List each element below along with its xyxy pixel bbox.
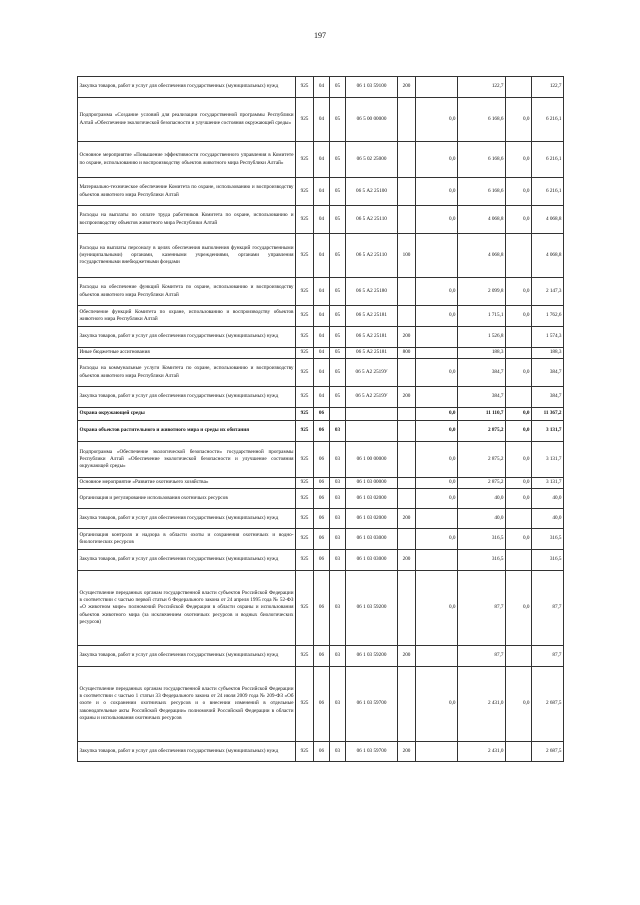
expense-type-code	[398, 306, 416, 327]
target-article-code	[346, 421, 398, 442]
section-code: 04	[314, 359, 330, 387]
value-4: 384,7	[532, 359, 564, 387]
value-2: 87,7	[458, 646, 506, 667]
value-3: 0,0	[506, 442, 532, 478]
table-row	[78, 421, 564, 442]
row-name: Материально-техническое обеспечение Комитета по охране, использованию и воспроизводству объектов животного мира Республики Алтай	[78, 178, 296, 206]
value-1: 0,0	[416, 529, 458, 550]
value-3: 0,0	[506, 667, 532, 742]
subsection-code	[330, 408, 346, 421]
subsection-code: 05	[330, 348, 346, 359]
value-1	[416, 234, 458, 278]
value-4: 2 687,5	[532, 742, 564, 762]
section-code: 04	[314, 234, 330, 278]
value-3: 0,0	[506, 206, 532, 234]
value-1	[416, 742, 458, 762]
section-code: 06	[314, 571, 330, 646]
section-code: 04	[314, 178, 330, 206]
expense-type-code: 200	[398, 646, 416, 667]
row-name: Основное мероприятие «Повышение эффективности государственного управления в Комитете по охране, использованию и воспроизводству объектов животного мира Республики Алтай»	[78, 142, 296, 178]
value-2: 11 110,7	[458, 408, 506, 421]
table-row	[78, 667, 564, 742]
target-article-code: 06 5 02 25000	[346, 142, 398, 178]
section-code: 06	[314, 667, 330, 742]
ministry-code: 925	[296, 550, 314, 571]
value-1: 0,0	[416, 421, 458, 442]
table-row	[78, 509, 564, 529]
value-3: 0,0	[506, 421, 532, 442]
value-2: 6 168,6	[458, 98, 506, 142]
table-row	[78, 571, 564, 646]
subsection-code: 05	[330, 278, 346, 306]
target-article-code: 06 5 А2 25181	[346, 348, 398, 359]
target-article-code: 06 1 03 59700	[346, 667, 398, 742]
expense-type-code: 800	[398, 348, 416, 359]
value-4: 1 762,6	[532, 306, 564, 327]
table-row	[78, 234, 564, 278]
value-4: 87,7	[532, 646, 564, 667]
value-4: 2 147,3	[532, 278, 564, 306]
target-article-code	[346, 408, 398, 421]
section-code: 06	[314, 442, 330, 478]
section-code: 04	[314, 387, 330, 408]
value-2: 87,7	[458, 571, 506, 646]
row-name: Организация и регулирование использования охотничьих ресурсов	[78, 489, 296, 509]
value-1: 0,0	[416, 571, 458, 646]
ministry-code: 925	[296, 529, 314, 550]
value-2: 2 875,2	[458, 442, 506, 478]
value-3: 0,0	[506, 278, 532, 306]
value-1: 0,0	[416, 478, 458, 489]
row-name: Осуществление переданных органам государственной власти субъектов Российской Федерации в соответствии с частью 1 статьи 33 Федерального закона от 24 июля 2009 года № 209-ФЗ «Об охоте и о сохранении охотничьих ресурсов и о внесении изменений в отдельные законодательные акты Российской Федерации» полномочий Российской Федерации в области охраны и использования охотничьих ресурсов	[78, 667, 296, 742]
value-1: 0,0	[416, 178, 458, 206]
value-3: 0,0	[506, 359, 532, 387]
value-4: 2 687,5	[532, 667, 564, 742]
row-name: Обеспечение функций Комитета по охране, использованию и воспроизводству объектов животного мира Республики Алтай	[78, 306, 296, 327]
section-code: 06	[314, 550, 330, 571]
expense-type-code	[398, 142, 416, 178]
subsection-code: 03	[330, 421, 346, 442]
ministry-code: 925	[296, 306, 314, 327]
subsection-code: 05	[330, 98, 346, 142]
row-name: Иные бюджетные ассигнования	[78, 348, 296, 359]
section-code: 06	[314, 478, 330, 489]
row-name: Закупка товаров, работ и услуг для обеспечения государственных (муниципальных) нужд	[78, 646, 296, 667]
value-2: 2 431,0	[458, 667, 506, 742]
value-1	[416, 327, 458, 348]
subsection-code: 05	[330, 234, 346, 278]
table-row	[78, 142, 564, 178]
ministry-code: 925	[296, 478, 314, 489]
section-code: 04	[314, 77, 330, 98]
table-row	[78, 327, 564, 348]
value-3: 0,0	[506, 142, 532, 178]
table-row	[78, 742, 564, 762]
table-row	[78, 646, 564, 667]
value-4: 3 131,7	[532, 421, 564, 442]
table-row	[78, 489, 564, 509]
row-name: Закупка товаров, работ и услуг для обеспечения государственных (муниципальных) нужд	[78, 550, 296, 571]
value-2: 384,7	[458, 387, 506, 408]
subsection-code: 05	[330, 327, 346, 348]
value-1: 0,0	[416, 359, 458, 387]
ministry-code: 925	[296, 509, 314, 529]
value-4: 316,5	[532, 529, 564, 550]
subsection-code: 03	[330, 509, 346, 529]
ministry-code: 925	[296, 646, 314, 667]
target-article-code: 06 1 03 02000	[346, 509, 398, 529]
target-article-code: 06 1 03 02000	[346, 489, 398, 509]
expense-type-code	[398, 478, 416, 489]
subsection-code: 03	[330, 442, 346, 478]
value-2: 6 168,6	[458, 178, 506, 206]
ministry-code: 925	[296, 234, 314, 278]
subsection-code: 05	[330, 178, 346, 206]
table-row	[78, 478, 564, 489]
value-4: 6 216,1	[532, 142, 564, 178]
ministry-code: 925	[296, 178, 314, 206]
value-1	[416, 550, 458, 571]
expense-type-code	[398, 359, 416, 387]
row-name: Расходы на коммунальные услуги Комитета по охране, использованию и воспроизводству объектов животного мира Республики Алтай	[78, 359, 296, 387]
value-2: 40,0	[458, 489, 506, 509]
ministry-code: 925	[296, 742, 314, 762]
row-name: Закупка товаров, работ и услуг для обеспечения государственных (муниципальных) нужд	[78, 387, 296, 408]
expense-type-code	[398, 98, 416, 142]
section-code: 06	[314, 529, 330, 550]
row-name: Подпрограмма «Создание условий для реализации государственной программы Республики Алтай «Обеспечение экологической безопасности и улучшение состояния окружающей среды»	[78, 98, 296, 142]
table-row	[78, 306, 564, 327]
value-2: 384,7	[458, 359, 506, 387]
table-row	[78, 529, 564, 550]
value-4: 316,5	[532, 550, 564, 571]
target-article-code: 06 5 А2 25180	[346, 278, 398, 306]
expense-type-code	[398, 529, 416, 550]
target-article-code: 06 1 03 00000	[346, 478, 398, 489]
value-3: 0,0	[506, 408, 532, 421]
row-name: Подпрограмма «Обеспечение экологической безопасности» государственной программы Республики Алтай «Обеспечение экологической безопасности и улучшение состояния окружающей среды»	[78, 442, 296, 478]
value-4: 40,0	[532, 489, 564, 509]
value-1: 0,0	[416, 408, 458, 421]
subsection-code: 03	[330, 489, 346, 509]
value-3	[506, 348, 532, 359]
value-4: 1 574,3	[532, 327, 564, 348]
row-name: Расходы на выплаты по оплате труда работников Комитета по охране, использованию и воспроизводству объектов животного мира Республики Алтай	[78, 206, 296, 234]
value-3	[506, 509, 532, 529]
value-2: 2 875,2	[458, 478, 506, 489]
table-row	[78, 278, 564, 306]
table-row	[78, 387, 564, 408]
value-3	[506, 234, 532, 278]
expense-type-code	[398, 421, 416, 442]
section-code: 04	[314, 206, 330, 234]
value-1	[416, 77, 458, 98]
table-row	[78, 442, 564, 478]
value-4: 6 216,1	[532, 178, 564, 206]
value-3: 0,0	[506, 529, 532, 550]
section-code: 04	[314, 348, 330, 359]
value-3	[506, 387, 532, 408]
value-3	[506, 742, 532, 762]
row-name: Закупка товаров, работ и услуг для обеспечения государственных (муниципальных) нужд	[78, 742, 296, 762]
value-1	[416, 348, 458, 359]
expense-type-code: 200	[398, 327, 416, 348]
ministry-code: 925	[296, 359, 314, 387]
subsection-code: 03	[330, 529, 346, 550]
table-row	[78, 408, 564, 421]
table-row	[78, 178, 564, 206]
row-name: Расходы на выплаты персоналу в целях обеспечения выполнения функций государственными (муниципальными) органами, казенными учреждениями, органами управления государственными внебюджетными фондами	[78, 234, 296, 278]
value-3	[506, 77, 532, 98]
target-article-code: 06 1 00 00000	[346, 442, 398, 478]
section-code: 06	[314, 421, 330, 442]
subsection-code: 05	[330, 359, 346, 387]
target-article-code: 06 5 А2 25181	[346, 306, 398, 327]
row-name: Охрана объектов растительного и животного мира и среды их обитания	[78, 421, 296, 442]
expense-type-code	[398, 278, 416, 306]
value-1: 0,0	[416, 667, 458, 742]
expense-type-code	[398, 408, 416, 421]
value-1: 0,0	[416, 442, 458, 478]
target-article-code: 06 1 03 59700	[346, 742, 398, 762]
subsection-code: 05	[330, 387, 346, 408]
value-3: 0,0	[506, 478, 532, 489]
value-2: 122,7	[458, 77, 506, 98]
ministry-code: 925	[296, 442, 314, 478]
value-2: 316,5	[458, 529, 506, 550]
subsection-code: 05	[330, 142, 346, 178]
target-article-code: 06 1 03 03000	[346, 550, 398, 571]
ministry-code: 925	[296, 421, 314, 442]
value-1: 0,0	[416, 489, 458, 509]
subsection-code: 03	[330, 742, 346, 762]
section-code: 06	[314, 509, 330, 529]
expense-type-code: 200	[398, 509, 416, 529]
value-4: 188,3	[532, 348, 564, 359]
row-name: Закупка товаров, работ и услуг для обеспечения государственных (муниципальных) нужд	[78, 77, 296, 98]
expense-type-code	[398, 178, 416, 206]
row-name: Охрана окружающей среды	[78, 408, 296, 421]
ministry-code: 925	[296, 571, 314, 646]
value-3: 0,0	[506, 489, 532, 509]
expense-type-code	[398, 442, 416, 478]
value-2: 2 431,0	[458, 742, 506, 762]
value-1: 0,0	[416, 98, 458, 142]
expense-type-code: 100	[398, 234, 416, 278]
value-2: 40,0	[458, 509, 506, 529]
subsection-code: 05	[330, 306, 346, 327]
ministry-code: 925	[296, 489, 314, 509]
subsection-code: 03	[330, 550, 346, 571]
ministry-code: 925	[296, 142, 314, 178]
value-4: 40,0	[532, 509, 564, 529]
target-article-code: 06 1 03 59200	[346, 571, 398, 646]
subsection-code: 03	[330, 478, 346, 489]
page-number: 197	[314, 31, 326, 40]
value-2: 6 168,6	[458, 142, 506, 178]
target-article-code: 06 5 А2 25100	[346, 178, 398, 206]
section-code: 06	[314, 646, 330, 667]
value-2: 1 715,1	[458, 306, 506, 327]
expense-type-code: 200	[398, 77, 416, 98]
value-2: 2 875,2	[458, 421, 506, 442]
ministry-code: 925	[296, 278, 314, 306]
ministry-code: 925	[296, 327, 314, 348]
value-3	[506, 327, 532, 348]
table-row	[78, 348, 564, 359]
ministry-code: 925	[296, 206, 314, 234]
target-article-code: 06 1 03 03000	[346, 529, 398, 550]
ministry-code: 925	[296, 98, 314, 142]
section-code: 06	[314, 408, 330, 421]
subsection-code: 03	[330, 667, 346, 742]
section-code: 04	[314, 278, 330, 306]
value-3: 0,0	[506, 571, 532, 646]
value-3: 0,0	[506, 178, 532, 206]
expense-type-code: 200	[398, 387, 416, 408]
value-1	[416, 387, 458, 408]
section-code: 04	[314, 98, 330, 142]
target-article-code: 06 5 А2 25110	[346, 206, 398, 234]
target-article-code: 06 5 А2 2519У	[346, 359, 398, 387]
row-name: Основное мероприятие «Развитие охотничьего хозяйства»	[78, 478, 296, 489]
row-name: Закупка товаров, работ и услуг для обеспечения государственных (муниципальных) нужд	[78, 509, 296, 529]
table-row	[78, 550, 564, 571]
section-code: 06	[314, 742, 330, 762]
value-1	[416, 509, 458, 529]
value-4: 4 068,8	[532, 234, 564, 278]
value-4: 122,7	[532, 77, 564, 98]
expense-type-code: 200	[398, 742, 416, 762]
table-row	[78, 359, 564, 387]
ministry-code: 925	[296, 348, 314, 359]
subsection-code: 03	[330, 646, 346, 667]
row-name: Организация контроля и надзора в области охоты и сохранения охотничьих и водно-биологических ресурсов	[78, 529, 296, 550]
value-2: 188,3	[458, 348, 506, 359]
value-2: 4 068,8	[458, 234, 506, 278]
value-2: 4 068,8	[458, 206, 506, 234]
ministry-code: 925	[296, 667, 314, 742]
target-article-code: 06 5 А2 25110	[346, 234, 398, 278]
section-code: 04	[314, 142, 330, 178]
value-4: 87,7	[532, 571, 564, 646]
row-name: Расходы на обеспечение функций Комитета по охране, использованию и воспроизводству объектов животного мира Республики Алтай	[78, 278, 296, 306]
section-code: 04	[314, 327, 330, 348]
value-4: 4 068,8	[532, 206, 564, 234]
value-2: 1 526,8	[458, 327, 506, 348]
value-4: 11 367,2	[532, 408, 564, 421]
expense-type-code	[398, 489, 416, 509]
value-1	[416, 646, 458, 667]
value-3: 0,0	[506, 306, 532, 327]
value-4: 6 216,1	[532, 98, 564, 142]
table-body	[78, 77, 564, 762]
target-article-code: 06 1 03 59100	[346, 77, 398, 98]
expense-type-code: 200	[398, 550, 416, 571]
ministry-code: 925	[296, 387, 314, 408]
budget-table	[77, 76, 564, 762]
target-article-code: 06 1 03 59200	[346, 646, 398, 667]
row-name: Закупка товаров, работ и услуг для обеспечения государственных (муниципальных) нужд	[78, 327, 296, 348]
row-name: Осуществление переданных органам государственной власти субъектов Российской Федерации в соответствии с частью первой статьи 6 Федерального закона от 24 апреля 1995 года № 52-ФЗ «О животном мире» полномочий Российской Федерации в области охраны и использования объектов животного мира (за исключением охотничьих ресурсов и водных биологических ресурсов)	[78, 571, 296, 646]
value-3: 0,0	[506, 98, 532, 142]
value-1: 0,0	[416, 306, 458, 327]
ministry-code: 925	[296, 408, 314, 421]
value-3	[506, 550, 532, 571]
value-1: 0,0	[416, 278, 458, 306]
target-article-code: 06 5 00 00000	[346, 98, 398, 142]
expense-type-code	[398, 206, 416, 234]
value-4: 3 131,7	[532, 478, 564, 489]
section-code: 06	[314, 489, 330, 509]
target-article-code: 06 5 А2 2519У	[346, 387, 398, 408]
value-3	[506, 646, 532, 667]
ministry-code: 925	[296, 77, 314, 98]
value-2: 2 099,8	[458, 278, 506, 306]
value-1: 0,0	[416, 206, 458, 234]
value-4: 384,7	[532, 387, 564, 408]
value-2: 316,5	[458, 550, 506, 571]
table-row	[78, 206, 564, 234]
expense-type-code	[398, 571, 416, 646]
value-1: 0,0	[416, 142, 458, 178]
expense-type-code	[398, 667, 416, 742]
section-code: 04	[314, 306, 330, 327]
target-article-code: 06 5 А2 25181	[346, 327, 398, 348]
table-row	[78, 98, 564, 142]
subsection-code: 05	[330, 206, 346, 234]
value-4: 3 131,7	[532, 442, 564, 478]
subsection-code: 05	[330, 77, 346, 98]
table-row	[78, 77, 564, 98]
subsection-code: 03	[330, 571, 346, 646]
